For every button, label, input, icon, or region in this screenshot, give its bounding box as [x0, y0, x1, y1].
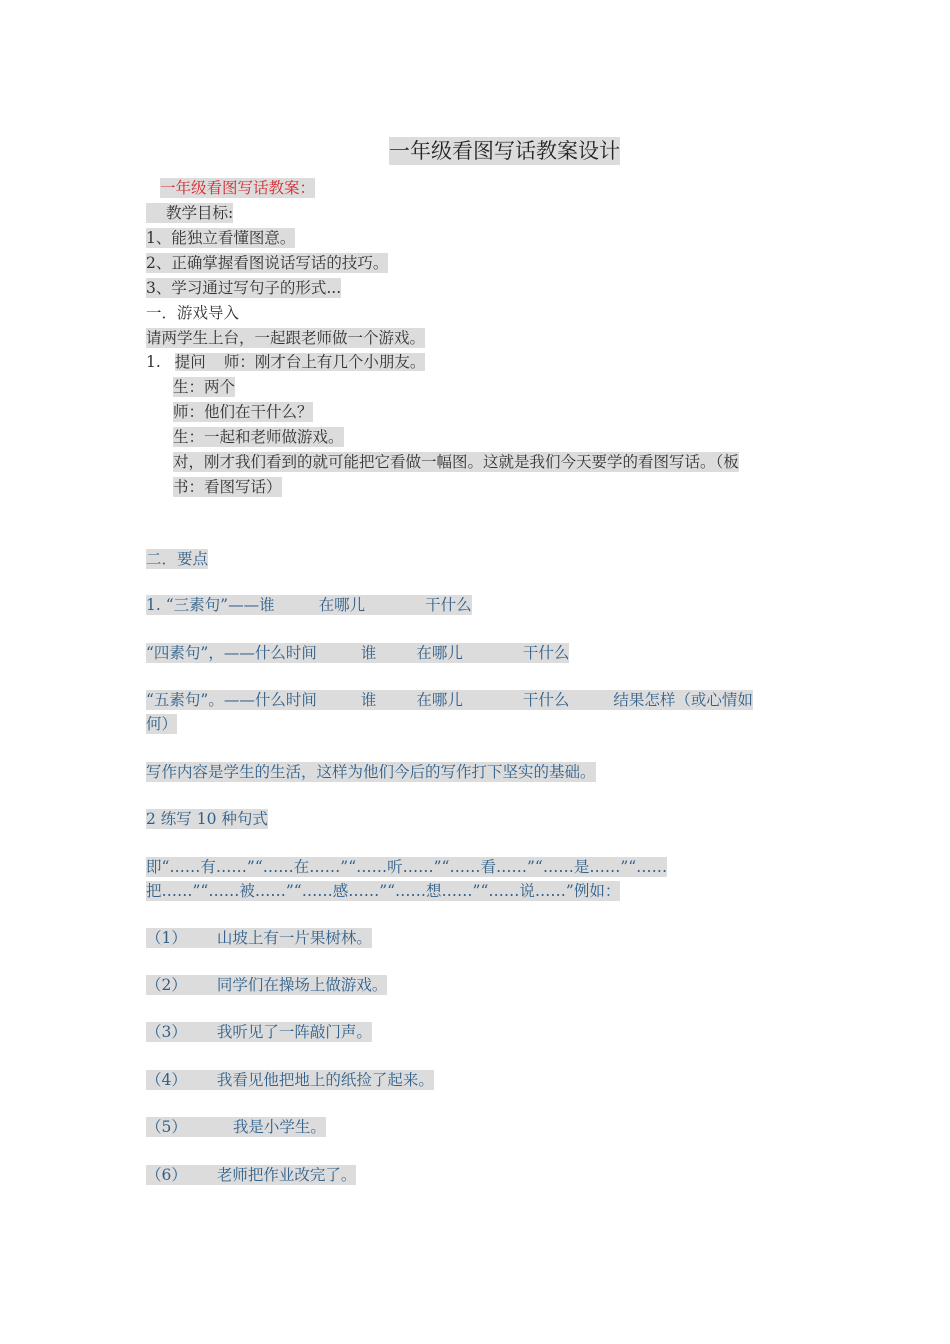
- four-element-line: “四素句”，——什么时间 谁 在哪儿 干什么: [146, 644, 570, 662]
- example-item: [146, 928, 372, 948]
- goal-item: 3、学习通过写句子的形式...: [146, 279, 342, 297]
- example-text: 同学们在操场上做游戏。: [216, 976, 388, 994]
- three-element-line: 1. “三素句”——谁 在哪儿 干什么: [146, 596, 472, 614]
- example-text: 山坡上有一片果树林。: [216, 929, 372, 947]
- content-note: 写作内容是学生的生活，这样为他们今后的写作打下坚实的基础。: [146, 763, 596, 781]
- question-line: [146, 352, 425, 372]
- example-text: 我看见他把地上的纸捡了起来。: [216, 1071, 434, 1089]
- five-element-line: “五素句”。——什么时间 谁 在哪儿 干什么 结果怎样（或心情如: [146, 691, 753, 709]
- dialog-line: 师：他们在干什么？: [173, 403, 313, 421]
- goal-item: 1、能独立看懂图意。: [146, 229, 296, 247]
- lesson-subtitle: 一年级看图写话教案：: [160, 179, 316, 197]
- conclusion-line: 书：看图写话）: [173, 478, 282, 496]
- example-item: [146, 975, 387, 995]
- example-item: [146, 1117, 326, 1137]
- patterns-line: 即“……有……”“……在……”“……听……”“……看……”“……是……”“……: [146, 858, 668, 876]
- practice-heading: 2 练写 10 种句式: [146, 810, 268, 828]
- question-text: 师：刚才台上有几个小朋友。: [223, 353, 426, 371]
- example-number: （5）: [146, 1118, 187, 1136]
- five-element-line-cont: 何）: [146, 715, 178, 733]
- goals-heading: 教学目标:: [146, 203, 233, 223]
- goal-item: 2、正确掌握看图说话写话的技巧。: [146, 254, 389, 272]
- dialog-line: 生：两个: [173, 378, 236, 396]
- example-item: [146, 1022, 372, 1042]
- conclusion-line: 对，刚才我们看到的就可能把它看做一幅图。这就是我们今天要学的看图写话。（板: [173, 453, 739, 471]
- example-item: [146, 1165, 356, 1185]
- section2-heading: 二．要点: [146, 550, 209, 568]
- example-number: （6）: [146, 1166, 187, 1184]
- example-item: [146, 1070, 434, 1090]
- section1-heading: 一．游戏导入: [146, 304, 240, 322]
- dialog-line: 生：一起和老师做游戏。: [173, 428, 344, 446]
- example-number: （2）: [146, 976, 187, 994]
- example-number: （3）: [146, 1023, 187, 1041]
- document-title: 一年级看图写话教案设计: [389, 139, 620, 163]
- example-number: （4）: [146, 1071, 187, 1089]
- question-label: 提问: [174, 353, 206, 371]
- example-number: （1）: [146, 929, 187, 947]
- example-text: 老师把作业改完了。: [216, 1166, 357, 1184]
- list-number: 1.: [146, 353, 161, 371]
- example-text: 我是小学生。: [232, 1118, 326, 1136]
- section1-intro: 请两学生上台，一起跟老师做一个游戏。: [146, 329, 426, 347]
- example-text: 我听见了一阵敲门声。: [216, 1023, 372, 1041]
- patterns-line: 把……”“……被……”“……感……”“……想……”“……说……”例如：: [146, 882, 621, 900]
